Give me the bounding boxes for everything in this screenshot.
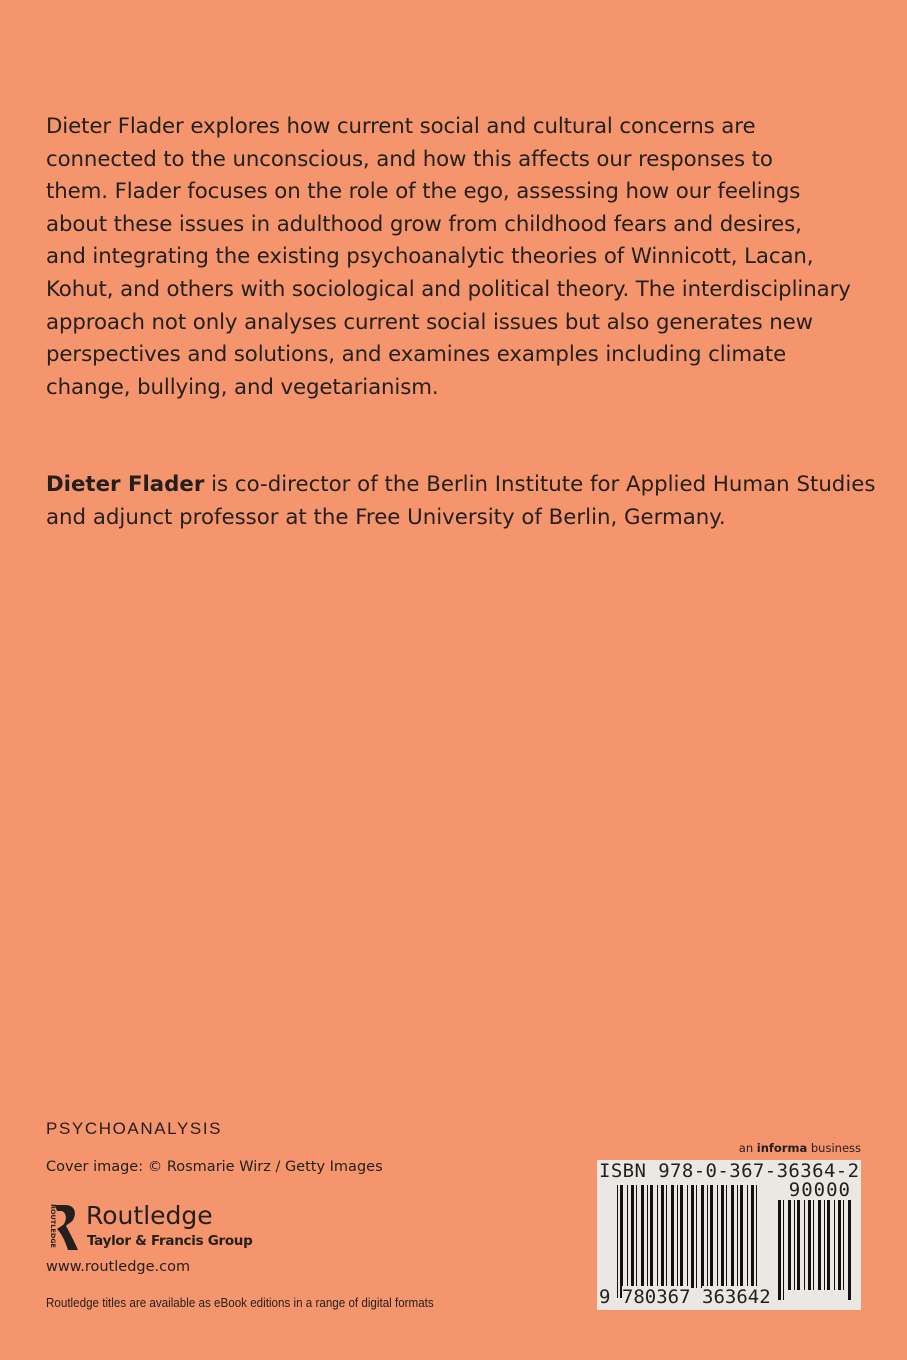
bio-text: is co-director of the Berlin Institute for Applied Human Studies: [204, 472, 876, 497]
author-name: Dieter Flader: [46, 472, 205, 497]
barcode-bar: [788, 1200, 791, 1290]
barcode-bar: [666, 1185, 667, 1288]
barcode-bar: [631, 1185, 634, 1288]
isbn-barcode: [597, 1160, 861, 1310]
description-line: and integrating the existing psychoanalytic theories of Winnicott, Lacan,: [46, 244, 814, 270]
bio-text: and adjunct professor at the Free University of Berlin, Germany.: [46, 504, 726, 530]
informa-suffix: business: [807, 1141, 861, 1155]
description-line: connected to the unconscious, and how this affects our responses to: [46, 146, 773, 172]
description-line: Kohut, and others with sociological and political theory. The interdisciplinary: [46, 276, 851, 302]
barcode-bar: [778, 1200, 781, 1300]
barcode-bar: [687, 1185, 688, 1288]
barcode-bar: [710, 1185, 713, 1288]
barcode-bar: [848, 1200, 851, 1300]
description-line: perspectives and solutions, and examines examples including climate: [46, 342, 787, 368]
isbn-number: ISBN 978-0-367-36364-2: [599, 1160, 860, 1182]
barcode-bar: [740, 1185, 743, 1288]
description-line: about these issues in adulthood grow from childhood fears and desires,: [46, 211, 802, 237]
subject-category: PSYCHOANALYSIS: [46, 1119, 223, 1138]
barcode-bar: [721, 1185, 724, 1288]
barcode-bar: [717, 1185, 718, 1288]
barcode-bar: [824, 1200, 825, 1290]
publisher-name: Routledge: [86, 1201, 213, 1230]
barcode-bar: [650, 1185, 653, 1288]
barcode-bar: [838, 1200, 841, 1290]
informa-prefix: an: [738, 1141, 757, 1155]
barcode-bar: [707, 1185, 708, 1288]
publisher-group: Taylor & Francis Group: [87, 1233, 253, 1249]
barcode-bar: [691, 1185, 694, 1288]
barcode-bar: [834, 1200, 835, 1290]
barcode-bar: [620, 1185, 623, 1298]
barcode-bar: [747, 1185, 748, 1288]
description-line: Dieter Flader explores how current social and cultural concerns are: [46, 114, 756, 139]
price-addon: 90000: [788, 1179, 851, 1201]
ean-first-digit: 9: [599, 1286, 611, 1308]
book-description: [46, 111, 886, 404]
barcode-bar: [617, 1185, 618, 1298]
ebook-note: Routledge titles are available as eBook editions in a range of digital formats: [46, 1296, 434, 1310]
barcode-bar: [647, 1185, 648, 1288]
barcode-bar: [657, 1185, 658, 1288]
barcode-bar: [677, 1185, 678, 1288]
ean-number: [599, 1286, 771, 1308]
barcode-bar: [756, 1185, 757, 1298]
barcode-bar: [636, 1185, 637, 1288]
barcode-bar: [701, 1185, 704, 1288]
cover-credit: Cover image: © Rosmarie Wirz / Getty Images: [46, 1159, 383, 1175]
barcode-bar: [797, 1200, 800, 1290]
description-line: them. Flader focuses on the role of the ego, assessing how our feelings: [46, 179, 801, 205]
barcode-bar: [680, 1185, 683, 1288]
barcode-bar: [641, 1185, 644, 1288]
publisher-url[interactable]: www.routledge.com: [46, 1259, 191, 1275]
barcode-bar: [794, 1200, 795, 1290]
barcode-bar: [843, 1200, 844, 1290]
barcode-bar: [804, 1200, 805, 1290]
barcode-bar: [808, 1200, 811, 1290]
barcode-bar: [818, 1200, 821, 1290]
svg-text:ROUTLEDGE: ROUTLEDGE: [49, 1204, 57, 1248]
barcode-bar: [661, 1185, 664, 1288]
ean-group-2: 363642: [702, 1286, 771, 1308]
barcode-bar: [827, 1200, 830, 1290]
barcode-bar: [731, 1185, 734, 1288]
barcode-bar: [696, 1185, 697, 1288]
description-line: approach not only analyses current social issues but also generates new: [46, 309, 814, 335]
routledge-logo-icon: [45, 1203, 79, 1251]
barcode-bar: [671, 1185, 674, 1288]
barcode-bar: [627, 1185, 628, 1288]
ean-group-1: 780367: [621, 1286, 691, 1308]
author-bio: [46, 469, 875, 534]
barcode-bar: [751, 1185, 754, 1288]
barcode-bar: [813, 1200, 814, 1290]
barcode-bar: [737, 1185, 738, 1288]
barcode-bar: [783, 1200, 784, 1300]
description-line: change, bullying, and vegetarianism.: [46, 374, 439, 400]
informa-business-tagline: [739, 1141, 861, 1155]
informa-word: informa: [756, 1141, 808, 1155]
barcode-bar: [726, 1185, 727, 1288]
